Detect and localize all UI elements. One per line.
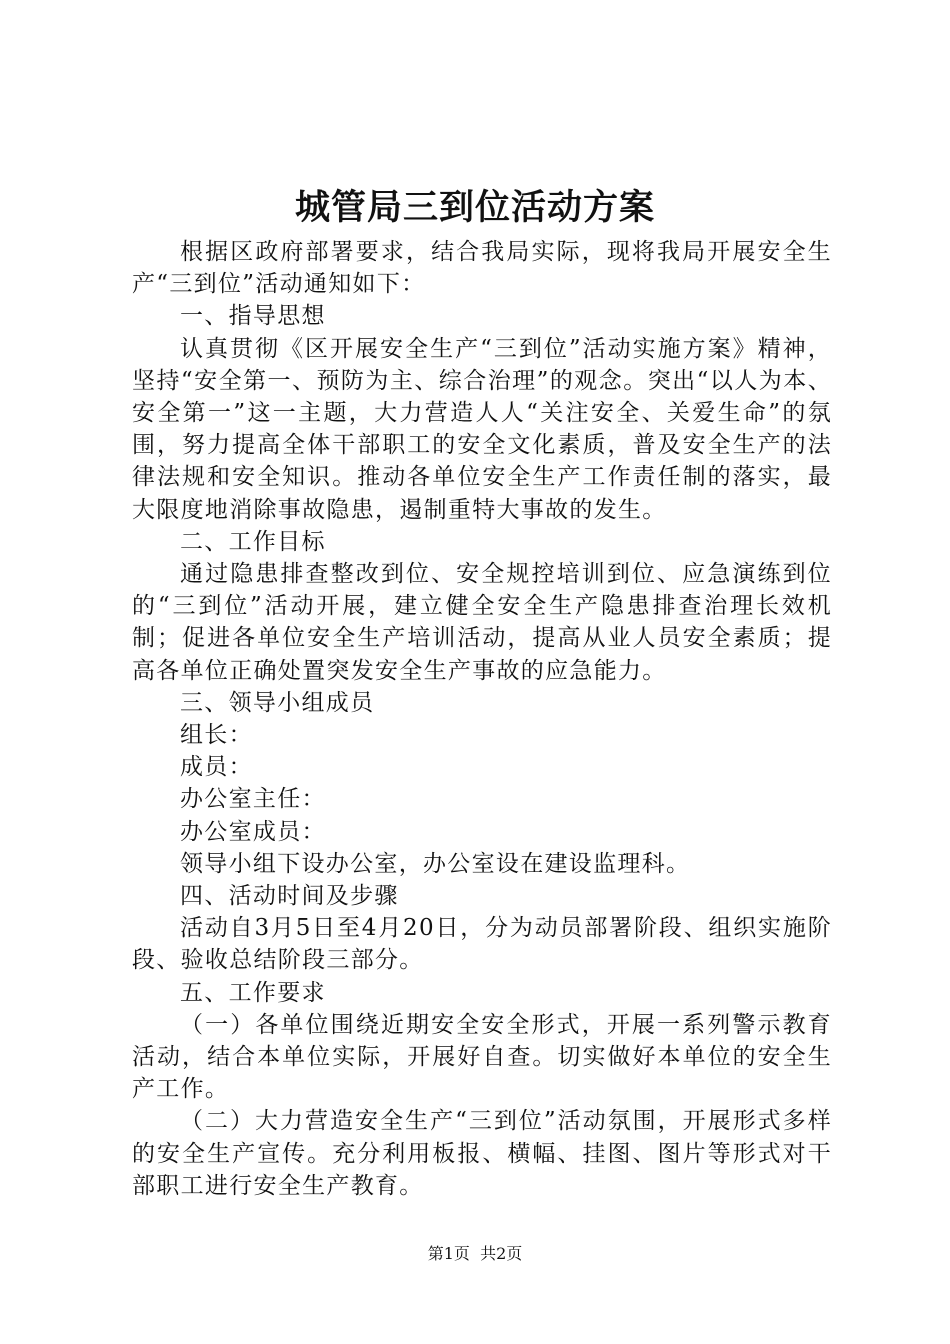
work-goals-paragraph: 通过隐患排查整改到位、安全规控培训到位、应急演练到位的“三到位”活动开展，建立健全安全生产隐患排查治理长效机制；促进各单位安全生产培训活动，提高从业人员安全素质；提高各单位正确处置突发安全生产事故的应急能力。 xyxy=(132,561,832,684)
page-number-footer: 第1页 共2页 xyxy=(427,1244,523,1263)
document-body xyxy=(132,236,832,1202)
document-title: 城管局三到位活动方案 xyxy=(294,188,655,228)
guiding-thought-paragraph: 认真贯彻《区开展安全生产“三到位”活动实施方案》精神，坚持“安全第一、预防为主、综合治理”的观念。突出“以人为本、安全第一”这一主题，大力营造人人“关注安全、关爱生命”的氛围，努力提高全体干部职工的安全文化素质，普及安全生产的法律法规和安全知识。推动各单位安全生产工作责任制的落实，最大限度地消除事故隐患，遏制重特大事故的发生。 xyxy=(132,335,832,523)
schedule-paragraph: 活动自3月5日至4月20日，分为动员部署阶段、组织实施阶段、验收总结阶段三部分。 xyxy=(132,915,832,974)
section-heading-leadership-group: 三、领导小组成员 xyxy=(180,689,375,716)
section-heading-work-goals: 二、工作目标 xyxy=(180,528,326,555)
office-director-line: 办公室主任： xyxy=(180,786,326,813)
office-members-line: 办公室成员： xyxy=(180,818,326,845)
group-leader-line: 组长： xyxy=(180,722,253,749)
intro-paragraph: 根据区政府部署要求，结合我局实际，现将我局开展安全生产“三到位”活动通知如下： xyxy=(132,239,832,298)
section-heading-guiding-thought: 一、指导思想 xyxy=(180,303,326,330)
requirement-item-2: （二）大力营造安全生产“三到位”活动氛围，开展形式多样的安全生产宣传。充分利用板报、横幅、挂图、图片等形式对干部职工进行安全生产教育。 xyxy=(132,1108,832,1199)
group-members-line: 成员： xyxy=(180,754,253,781)
requirement-item-1: （一）各单位围绕近期安全安全形式，开展一系列警示教育活动，结合本单位实际，开展好自查。切实做好本单位的安全生产工作。 xyxy=(132,1011,832,1103)
office-location-line: 领导小组下设办公室，办公室设在建设监理科。 xyxy=(180,850,691,877)
section-heading-schedule: 四、活动时间及步骤 xyxy=(180,883,399,910)
section-heading-requirements: 五、工作要求 xyxy=(180,979,326,1006)
